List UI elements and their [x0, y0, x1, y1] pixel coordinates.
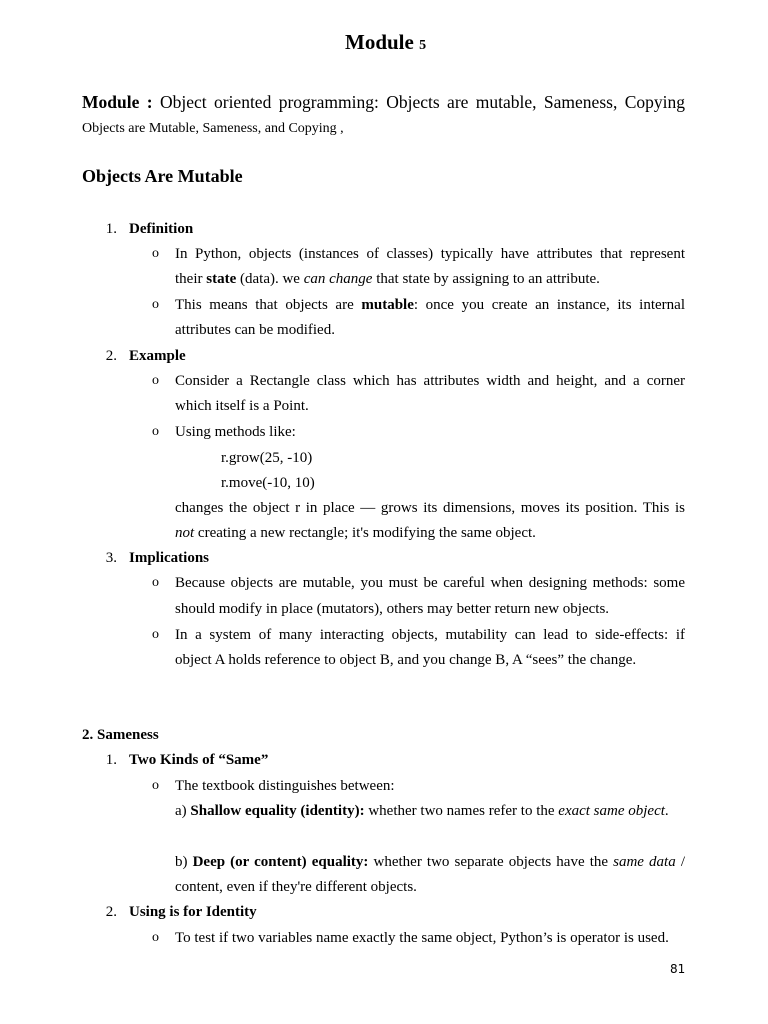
body-text: content, even if they're different objects. [175, 879, 417, 895]
page-number: 81 [670, 962, 686, 976]
bullet-marker: o [152, 373, 159, 388]
item-title-is-identity: Using is for Identity [129, 904, 257, 920]
bullet-text: attributes can be modified. [175, 322, 335, 338]
body-text: not creating a new rectangle; it's modifying the same object. [175, 525, 536, 541]
item-number: 3. [105, 550, 117, 566]
code-line: r.grow(25, -10) [221, 450, 313, 466]
module-label: Module : [82, 92, 153, 112]
bullet-text: their state (data). we can change that state by assigning to an attribute. [175, 271, 600, 287]
bullet-text: Because objects are mutable, you must be careful when designing methods: some [175, 575, 685, 591]
bullet-text: Using methods like: [175, 424, 296, 440]
item-title-example: Example [129, 348, 186, 364]
bullet-text: This means that objects are mutable: once you create an instance, its internal [175, 297, 685, 313]
bullet-text: In a system of many interacting objects, mutability can lead to side-effects: if [175, 627, 685, 643]
bullet-marker: o [152, 297, 159, 312]
item-number: 2. [105, 348, 117, 364]
title-number: 5 [419, 38, 427, 53]
section-heading-sameness: 2. Sameness [82, 727, 159, 743]
bullet-marker: o [152, 246, 159, 261]
page-title [345, 30, 426, 55]
title-text: Module [345, 30, 414, 54]
definition-deep: b) Deep (or content) equality: whether two separate objects have the same data / [175, 854, 685, 870]
bullet-marker: o [152, 424, 159, 439]
bullet-marker: o [152, 930, 159, 945]
bullet-marker: o [152, 627, 159, 642]
definition-shallow: a) Shallow equality (identity): whether two names refer to the exact same object. [175, 803, 669, 819]
body-text: changes the object r in place — grows its dimensions, moves its position. This is [175, 500, 685, 516]
bullet-text: object A holds reference to object B, and you change B, A “sees” the change. [175, 652, 637, 668]
subtitle: Objects are Mutable, Sameness, and Copying , [82, 121, 344, 136]
bullet-text: which itself is a Point. [175, 398, 309, 414]
bullet-text: The textbook distinguishes between: [175, 778, 395, 794]
bullet-text: Consider a Rectangle class which has attributes width and height, and a corner [175, 373, 685, 389]
bullet-marker: o [152, 575, 159, 590]
bullet-marker: o [152, 778, 159, 793]
bullet-text: In Python, objects (instances of classes) typically have attributes that represent [175, 246, 685, 262]
item-title-definition: Definition [129, 221, 194, 237]
module-line [82, 92, 685, 113]
item-number: 2. [105, 904, 117, 920]
bullet-text: To test if two variables name exactly the same object, Python’s is operator is used. [175, 930, 669, 946]
item-number: 1. [105, 752, 117, 768]
bullet-text: should modify in place (mutators), others may better return new objects. [175, 601, 610, 617]
code-line: r.move(-10, 10) [221, 475, 315, 491]
item-title-two-kinds: Two Kinds of “Same” [129, 752, 269, 768]
item-number: 1. [105, 221, 117, 237]
item-title-implications: Implications [129, 550, 210, 566]
module-text: Object oriented programming: Objects are mutable, Sameness, Copying [152, 92, 685, 112]
section-heading-mutable: Objects Are Mutable [82, 166, 243, 186]
